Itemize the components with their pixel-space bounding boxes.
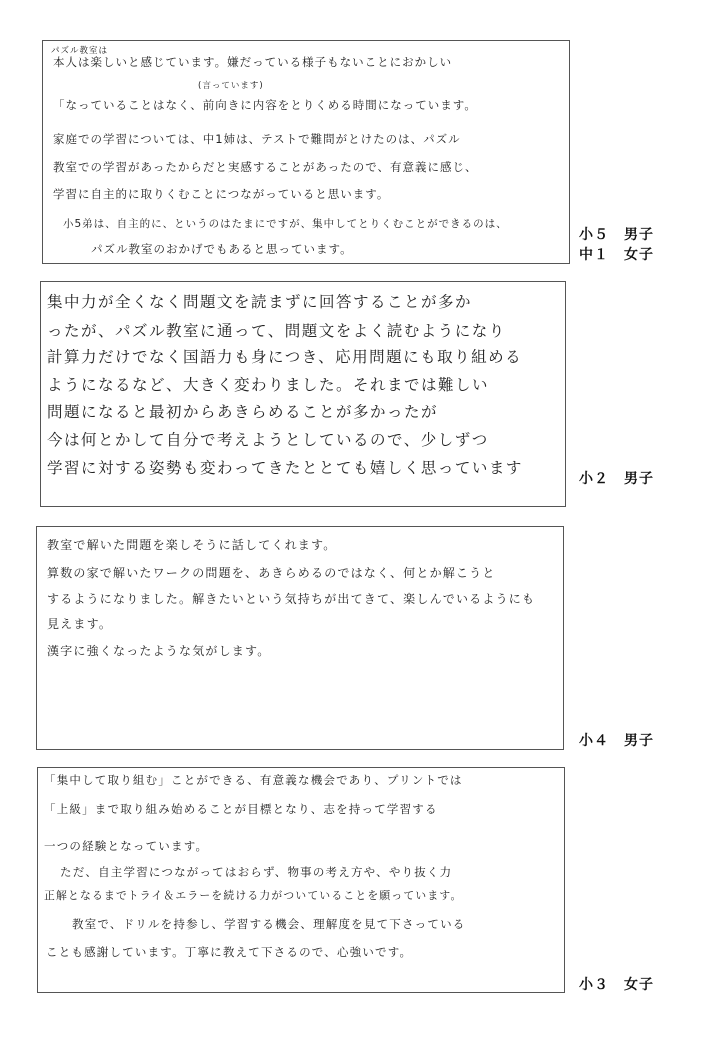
grade-label: 小４ 男子 [579, 733, 654, 749]
comment-card-2 [40, 281, 566, 507]
grade-label: 中１ 女子 [579, 247, 654, 263]
handwritten-line: 「なっていることはなく、前向きに内容をとりくめる時間になっています。 [53, 98, 477, 112]
handwritten-line: ことも感謝しています。丁寧に教えて下さるので、心強いです。 [46, 945, 413, 959]
handwritten-line: ただ、自主学習につながってはおらず、物事の考え方や、やり抜く力 [60, 865, 453, 879]
handwritten-line: 見えます。 [47, 617, 113, 631]
handwritten-line: 学習に自主的に取りくむことにつながっていると思います。 [53, 187, 390, 201]
handwritten-line: (言っています) [198, 81, 264, 91]
handwritten-line: 教室で、ドリルを持参し、学習する機会、理解度を見て下さっている [72, 917, 466, 931]
comment-card-3 [36, 526, 564, 750]
handwritten-line: 正解となるまでトライ＆エラーを続ける力がついていることを願っています。 [44, 889, 463, 902]
handwritten-line: 学習に対する姿勢も変わってきたととても嬉しく思っています [47, 459, 523, 477]
grade-label: 小３ 女子 [579, 977, 654, 993]
handwritten-line: 計算力だけでなく国語力も身につき、応用問題にも取り組める [47, 348, 523, 366]
handwritten-line: 算数の家で解いたワークの問題を、あきらめるのではなく、何とか解こうと [47, 566, 496, 580]
handwritten-line: 今は何とかして自分で考えようとしているので、少しずつ [47, 431, 489, 449]
handwritten-line: ようになるなど、大きく変わりました。それまでは難しい [47, 376, 490, 394]
handwritten-line: 本人は楽しいと感じています。嫌だっている様子もないことにおかしい [53, 55, 453, 69]
handwritten-line: 「上級」まで取り組み始めることが目標となり、志を持って学習する [44, 802, 438, 816]
grade-label: 小５ 男子 [579, 227, 654, 243]
handwritten-line: 「集中して取り組む」ことができる、有意義な機会であり、プリントでは [44, 773, 463, 787]
handwritten-line: するようになりました。解きたいという気持ちが出てきて、楽しんでいるようにも [47, 592, 536, 606]
comment-card-1 [42, 40, 570, 264]
grade-label: 小２ 男子 [579, 471, 654, 487]
handwritten-line: 集中力が全くなく問題文を読まずに回答することが多か [47, 293, 473, 311]
handwritten-line: 教室での学習があったからだと実感することがあったので、有意義に感じ、 [53, 160, 478, 174]
handwritten-line: パズル教室のおかげでもあると思っています。 [91, 242, 353, 256]
handwritten-line: 教室で解いた問題を楽しそうに話してくれます。 [47, 538, 337, 552]
handwritten-line: 一つの経験となっています。 [44, 839, 209, 853]
handwritten-line: 小5弟は、自主的に、というのはたまにですが、集中してとりくむことができるのは、 [63, 218, 508, 230]
handwritten-line: 家庭での学習については、中1姉は、テストで難問がとけたのは、パズル [53, 132, 461, 146]
handwritten-line: ったが、パズル教室に通って、問題文をよく読むようになり [47, 322, 506, 340]
comment-card-4 [37, 767, 565, 993]
handwritten-line: 漢字に強くなったような気がします。 [47, 644, 271, 658]
handwritten-line: 問題になると最初からあきらめることが多かったが [47, 403, 439, 421]
handwritten-line: パズル教室は [51, 46, 109, 56]
